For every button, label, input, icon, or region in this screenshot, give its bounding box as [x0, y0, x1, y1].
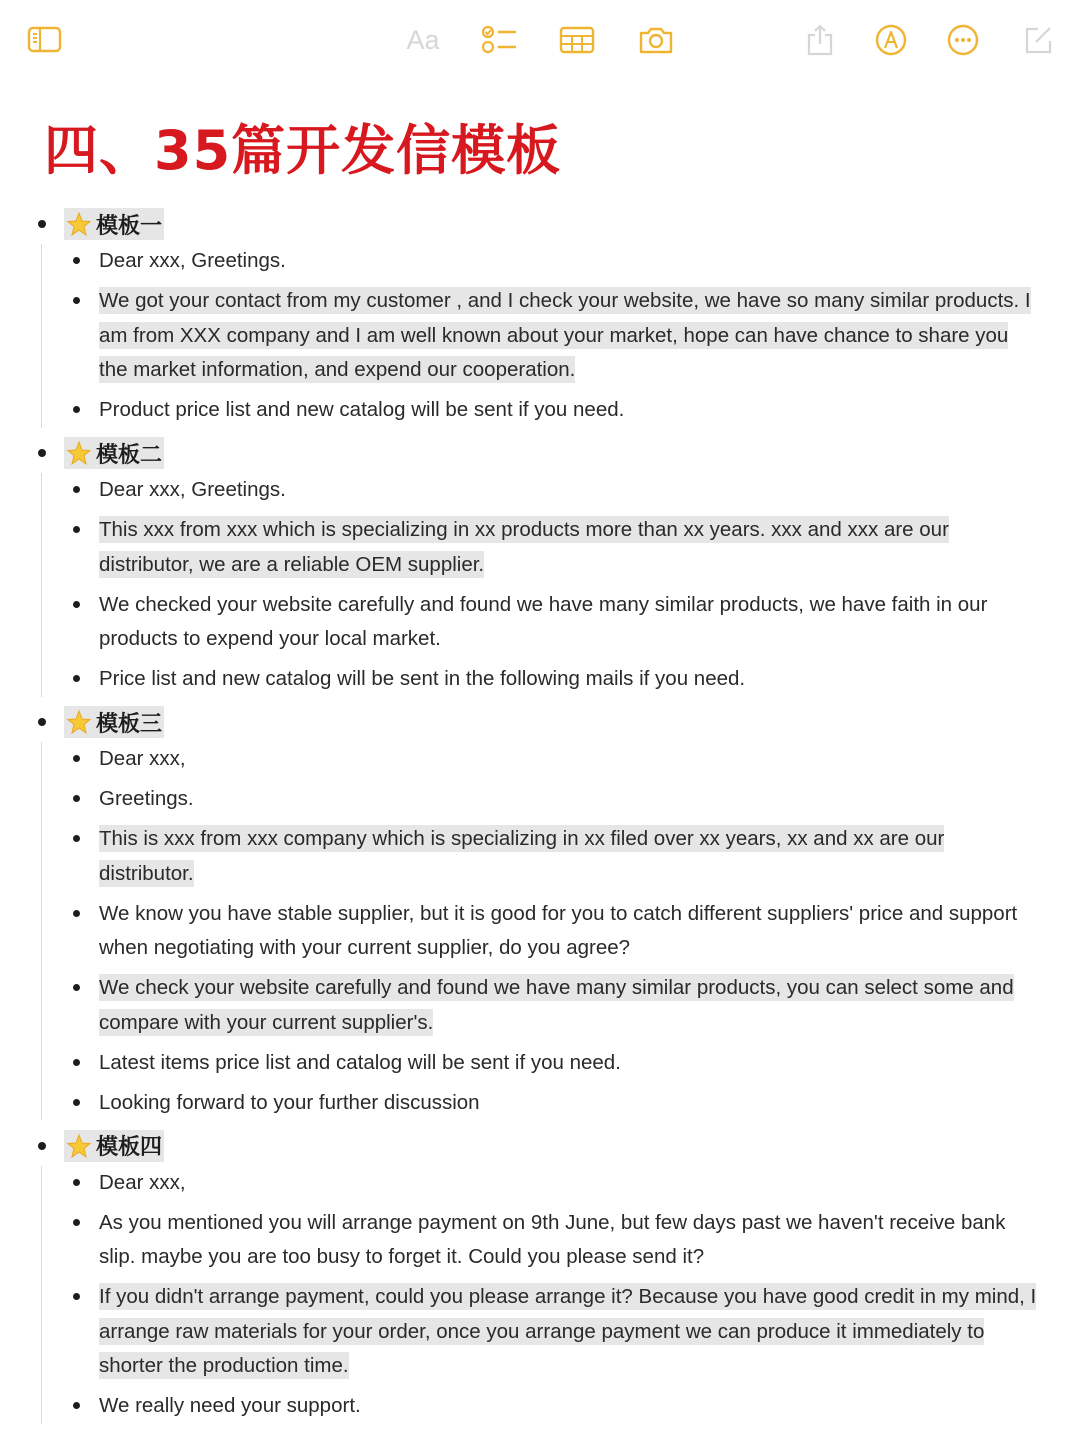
section-label-text: 模板二: [96, 442, 163, 468]
highlighted-text: This xxx from xxx which is specializing in xx products more than xx years. xxx and xxx are our distributor, we are a reliable OEM supplier.: [99, 518, 949, 576]
item-text: We know you have stable supplier, but it is good for you to catch different suppliers' price and support when negotiating with your current supplier, do you agree?: [99, 901, 1018, 959]
template-section: [0, 1126, 1080, 1424]
more-icon[interactable]: [943, 20, 983, 60]
list-item[interactable]: [0, 1166, 1080, 1201]
item-text: Dear xxx, Greetings.: [99, 478, 286, 501]
item-text: Dear xxx,: [99, 1170, 186, 1194]
section-label: [64, 208, 164, 240]
star-icon: [66, 1133, 96, 1159]
list-item[interactable]: [0, 662, 1080, 697]
highlighted-text: If you didn't arrange payment, could you please arrange it? Because you have good credit in my mind, I arrange raw materials for your order, once you arrange payment we can produce it immediately to shorter the production time.: [99, 1285, 1037, 1377]
star-icon: [66, 709, 96, 735]
bullet-list: [0, 742, 1080, 1120]
bullet-icon: [38, 718, 46, 726]
list-item[interactable]: [0, 393, 1080, 428]
table-icon[interactable]: [557, 20, 597, 60]
share-icon[interactable]: [800, 20, 840, 60]
list-item[interactable]: [0, 1086, 1080, 1121]
item-text: Product price list and new catalog will be sent if you need.: [99, 398, 625, 421]
markup-icon[interactable]: [871, 20, 911, 60]
item-text: Dear xxx, Greetings.: [99, 249, 286, 272]
bullet-icon: [38, 449, 46, 457]
section-label: [64, 1130, 164, 1162]
list-item[interactable]: [0, 742, 1080, 777]
item-text: We checked your website carefully and found we have many similar products, we have faith in our products to expend your local market.: [99, 592, 988, 650]
bullet-icon: [38, 1142, 46, 1150]
template-section: [0, 433, 1080, 697]
section-heading[interactable]: [0, 433, 1080, 473]
text-format-label: Aa: [406, 24, 440, 55]
section-label-text: 模板一: [96, 213, 163, 239]
page-title: 四、35篇开发信模板: [44, 119, 562, 182]
list-item[interactable]: [0, 782, 1080, 817]
item-text: Greetings.: [99, 787, 194, 810]
list-item[interactable]: [0, 284, 1080, 388]
item-text: Price list and new catalog will be sent in the following mails if you need.: [99, 667, 746, 690]
camera-icon[interactable]: [636, 20, 676, 60]
section-heading[interactable]: [0, 1126, 1080, 1166]
star-icon: [66, 211, 96, 237]
list-item[interactable]: [0, 1206, 1080, 1275]
item-text: Looking forward to your further discussion: [99, 1090, 480, 1114]
list-item[interactable]: [0, 822, 1080, 891]
sidebar-icon[interactable]: [25, 20, 65, 60]
highlighted-text: We got your contact from my customer , and I check your website, we have so many similar products. I am from XXX company and I am well known about your market, hope can have chance to share you the market information, and expend our cooperation.: [99, 289, 1031, 381]
bullet-icon: [38, 220, 46, 228]
list-item[interactable]: [0, 1046, 1080, 1081]
list-item[interactable]: [0, 1389, 1080, 1424]
section-label-text: 模板四: [96, 1135, 163, 1160]
section-label: [64, 437, 164, 469]
section-label: [64, 706, 164, 738]
bullet-list: [0, 244, 1080, 428]
list-item[interactable]: [0, 588, 1080, 657]
note-body[interactable]: [0, 204, 1080, 1429]
highlighted-text: We check your website carefully and found we have many similar products, you can select some and compare with your current supplier's.: [99, 976, 1014, 1034]
section-label-text: 模板三: [96, 711, 163, 737]
list-item[interactable]: [0, 513, 1080, 582]
list-item[interactable]: [0, 971, 1080, 1040]
compose-icon[interactable]: [1018, 20, 1058, 60]
list-item[interactable]: [0, 897, 1080, 966]
section-heading[interactable]: [0, 204, 1080, 244]
item-text: Dear xxx,: [99, 747, 186, 770]
item-text: Latest items price list and catalog will be sent if you need.: [99, 1050, 621, 1074]
list-item[interactable]: [0, 473, 1080, 508]
toolbar: [0, 0, 1080, 80]
highlighted-text: This is xxx from xxx company which is specializing in xx filed over xx years, xx and xx are our distributor.: [99, 827, 945, 885]
list-item[interactable]: [0, 244, 1080, 279]
template-section: [0, 702, 1080, 1120]
item-text: As you mentioned you will arrange payment on 9th June, but few days past we haven't receive bank slip. maybe you are too busy to forget it. Could you please send it?: [99, 1210, 1006, 1268]
bullet-list: [0, 473, 1080, 697]
checklist-icon[interactable]: [480, 20, 520, 60]
bullet-list: [0, 1166, 1080, 1424]
item-text: We really need your support.: [99, 1394, 361, 1417]
template-section: [0, 204, 1080, 428]
list-item[interactable]: [0, 1280, 1080, 1384]
section-heading[interactable]: [0, 702, 1080, 742]
star-icon: [66, 440, 96, 466]
text-format-icon[interactable]: [403, 20, 443, 60]
